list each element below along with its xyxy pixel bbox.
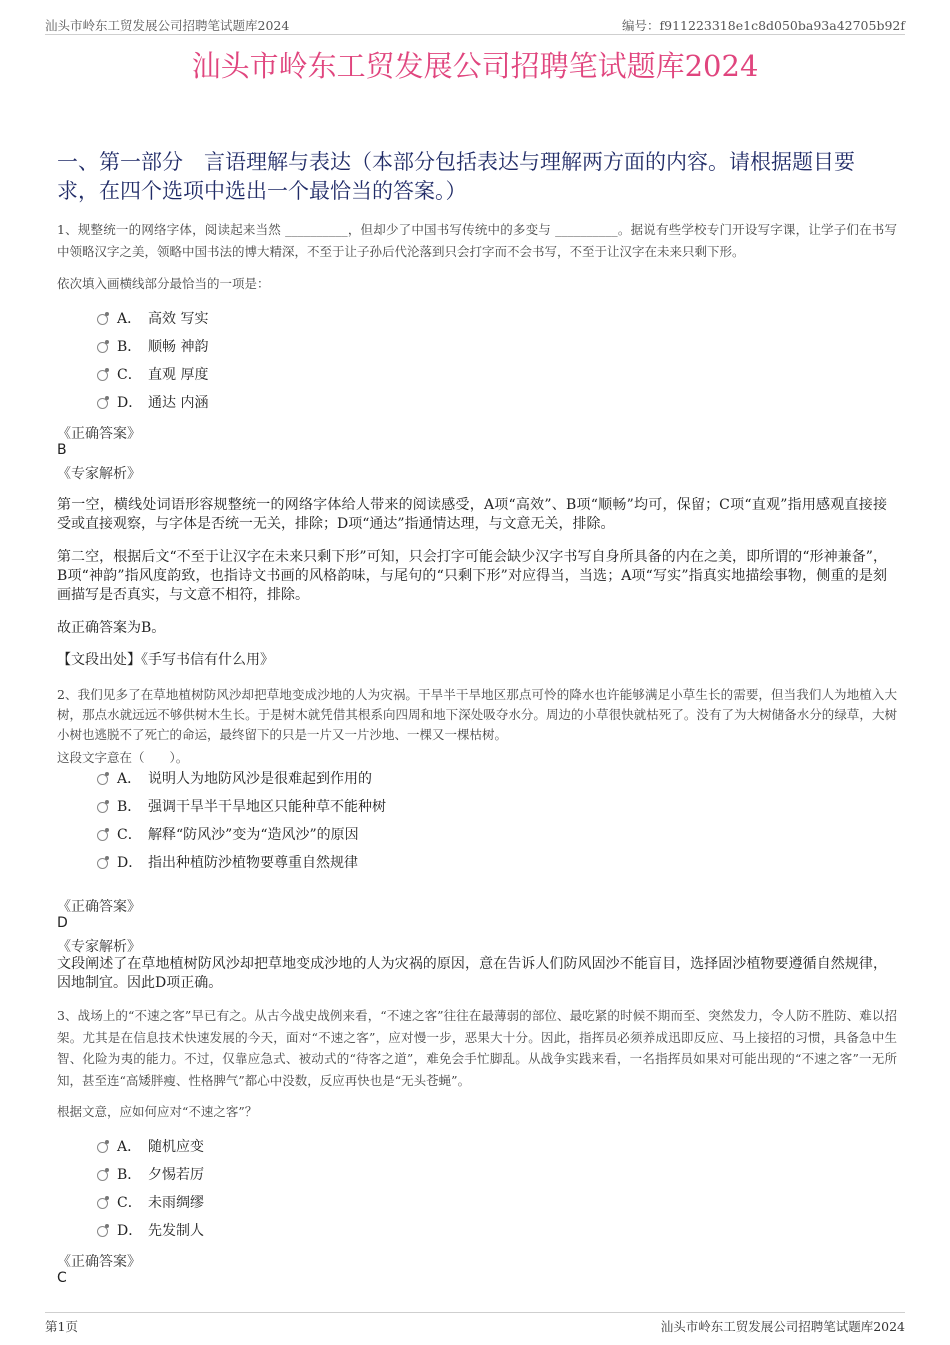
radio-icon[interactable] — [97, 1198, 108, 1209]
footer-doc-title: 汕头市岭东工贸发展公司招聘笔试题库2024 — [660, 1319, 905, 1334]
q3-prompt: 根据文意，应如何应对“不速之客”？ — [57, 1104, 258, 1119]
q2-answer-tag: 《正确答案》 — [57, 899, 141, 915]
radio-icon[interactable] — [97, 1226, 108, 1237]
q1-analysis-1: 第一空，横线处词语形容规整统一的网络字体给人带来的阅读感受，A项“高效”、B项“顺畅”均可，保留；C项“直观”指用感观直接接受或直接观察，与字体是否统一无关，排除；D项“通达”指通情达理，与文意无关，排除。 — [57, 497, 887, 532]
q3-answer-tag: 《正确答案》 — [57, 1254, 141, 1270]
q3-answer: C — [57, 1270, 67, 1286]
page-number: 第1页 — [45, 1319, 78, 1334]
radio-icon[interactable] — [97, 774, 108, 785]
q2-answer: D — [57, 915, 68, 931]
radio-icon[interactable] — [97, 858, 108, 869]
page-header — [45, 14, 905, 35]
q1-analysis-2: 第二空，根据后文“不至于让汉字在未来只剩下形”可知，只会打字可能会缺少汉字书写自身所具备的内在之美，即所谓的“形神兼备”，B项“神韵”指风度韵致，也指诗文书画的风格韵味，与尾句的“只剩下形”对应得当，当选；A项“写实”指真实地描绘事物，侧重的是刻画描写是否真实，与文意不相符，排除。 — [57, 549, 887, 603]
header-doc-title: 汕头市岭东工贸发展公司招聘笔试题库2024 — [45, 18, 290, 33]
q3-text: 3、战场上的“不速之客”早已有之。从古今战史战例来看，“不速之客”往往在最薄弱的部位、最吃紧的时候不期而至、突然发力，令人防不胜防、难以招架。尤其是在信息技术快速发展的今天，面对“不速之客”，应对慢一步，恶果大十分。因此，指挥员必须养成迅即反应、马上接招的习惯，具备急中生智、化险为夷的能力。不过，仅靠应急式、被动式的“待客之道”，难免会手忙脚乱。从战争实践来看，一名指挥员如果对可能出现的“不速之客”一无所知，甚至连“高矮胖瘦、性格脾气”都心中没数，反应再快也是“无头苍蝇”。 — [57, 1008, 897, 1088]
radio-icon[interactable] — [97, 1142, 108, 1153]
radio-icon[interactable] — [97, 342, 108, 353]
page-title: 汕头市岭东工贸发展公司招聘笔试题库2024 — [191, 49, 759, 83]
q1-analysis-3: 故正确答案为B。 — [57, 620, 166, 636]
q1-prompt: 依次填入画横线部分最恰当的一项是： — [57, 276, 270, 291]
section-heading: 一、第一部分 言语理解与表达（本部分包括表达与理解两方面的内容。请根据题目要求，在四个选项中选出一个最恰当的答案。） — [57, 150, 855, 203]
radio-icon[interactable] — [97, 370, 108, 381]
q2-analysis: 文段阐述了在草地植树防风沙却把草地变成沙地的人为灾祸的原因，意在告诉人们防风固沙不能盲目，选择固沙植物要遵循自然规律，因地制宜。因此D项正确。 — [57, 956, 887, 991]
q2-text: 2、我们见多了在草地植树防风沙却把草地变成沙地的人为灾祸。干旱半干旱地区那点可怜的降水也许能够满足小草生长的需要，但当我们人为地植入大树，那点水就远远不够供树木生长。于是树木就凭借其根系向四周和地下深处吸夺水分。周边的小草很快就枯死了。没有了为大树储备水分的绿草，大树小树也逃脱不了死亡的命运，最终留下的只是一片又一片沙地、一棵又一棵枯树。 — [57, 687, 897, 742]
radio-icon[interactable] — [97, 830, 108, 841]
header-doc-id: 编号：f911223318e1c8d050ba93a42705b92f — [622, 18, 905, 33]
radio-icon[interactable] — [97, 802, 108, 813]
radio-icon[interactable] — [97, 314, 108, 325]
q1-text: 1、规整统一的网络字体，阅读起来当然 __________，但却少了中国书写传统中的多变与 __________。据说有些学校专门开设写字课，让学子们在书写中领略汉字之美，领略中国书法的博大精深，不至于让子孙后代沦落到只会打字而不会书写，不至于让汉字在未来只剩下形。 — [57, 222, 897, 259]
page-footer — [45, 1312, 905, 1334]
radio-icon[interactable] — [97, 398, 108, 409]
q1-answer: B — [57, 442, 67, 458]
q1-source: 【文段出处】《手写书信有什么用》 — [57, 652, 274, 668]
q2-analysis-tag: 《专家解析》 — [57, 939, 141, 955]
q2-prompt: 这段文字意在（ ）。 — [57, 750, 189, 765]
q1-analysis-tag: 《专家解析》 — [57, 466, 141, 482]
q1-answer-tag: 《正确答案》 — [57, 426, 141, 442]
radio-icon[interactable] — [97, 1170, 108, 1181]
